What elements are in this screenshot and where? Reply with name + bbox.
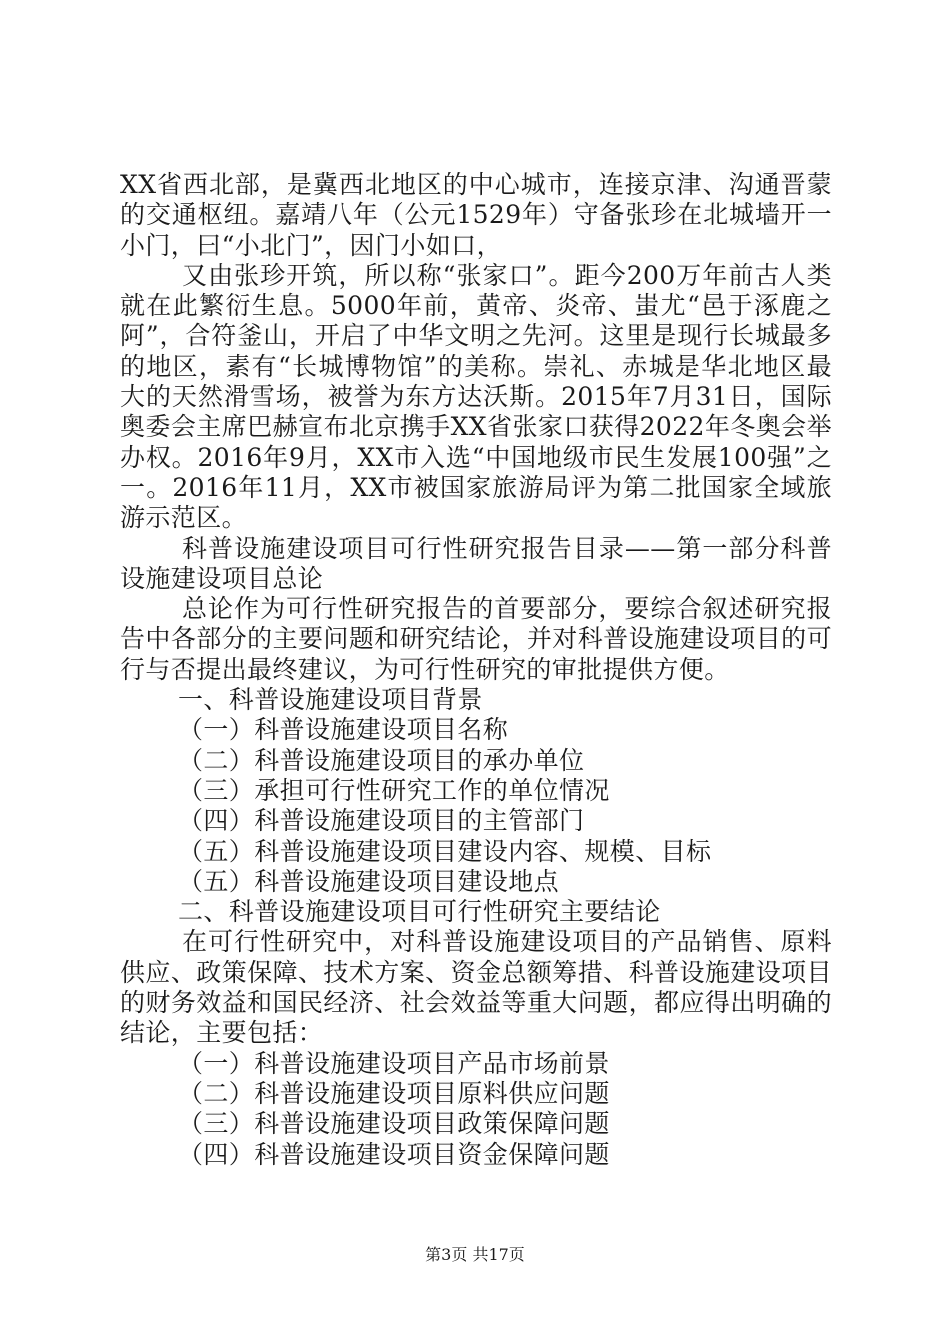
list-item: （五）科普设施建设项目建设内容、规模、目标 (178, 836, 712, 866)
list-item: （二）科普设施建设项目原料供应问题 (178, 1078, 610, 1108)
list-item: （四）科普设施建设项目的主管部门 (178, 806, 585, 836)
paragraph-city-history: 又由张珍开筑，所以称“张家口”。距今200万年前古人类就在此繁衍生息。5000年前，黄帝、炎帝、蚩尤“邑于涿鹿之阿”，合符釜山，开启了中华文明之先河。这里是现行长城最多的地区，素有“长城博物馆”的美称。崇礼、赤城是华北地区最大的天然滑雪场，被誉为东方达沃斯。2015年7月31日，国际奥委会主席巴赫宣布北京携手XX省张家口获得2022年冬奥会举办权。2016年9月，XX市入选“中国地级市民生发展100强”之一。2016年11月，XX市被国家旅游局评为第二批国家全域旅游示范区。 (120, 260, 832, 533)
section-heading-background: 一、科普设施建设项目背景 (178, 685, 483, 715)
document-body (120, 170, 832, 1170)
list-item: （二）科普设施建设项目的承办单位 (178, 745, 585, 775)
list-item: （一）科普设施建设项目产品市场前景 (178, 1048, 610, 1078)
page-number-footer: 第3页 共17页 (425, 1245, 525, 1264)
section-heading-conclusions: 二、科普设施建设项目可行性研究主要结论 (178, 897, 661, 927)
paragraph-city-intro: XX省西北部，是冀西北地区的中心城市，连接京津、沟通晋蒙的交通枢纽。嘉靖八年（公元1529年）守备张珍在北城墙开一小门，曰“小北门”，因门小如口， (120, 170, 832, 260)
paragraph-overview: 总论作为可行性研究报告的首要部分，要综合叙述研究报告中各部分的主要问题和研究结论，并对科普设施建设项目的可行与否提出最终建议，为可行性研究的审批提供方便。 (120, 594, 832, 684)
list-item: （一）科普设施建设项目名称 (178, 715, 509, 745)
list-item: （三）承担可行性研究工作的单位情况 (178, 775, 610, 805)
list-item: （四）科普设施建设项目资金保障问题 (178, 1139, 610, 1169)
paragraph-conclusions: 在可行性研究中，对科普设施建设项目的产品销售、原料供应、政策保障、技术方案、资金总额筹措、科普设施建设项目的财务效益和国民经济、社会效益等重大问题，都应得出明确的结论，主要包括： (120, 927, 832, 1048)
list-item: （五）科普设施建设项目建设地点 (178, 866, 560, 896)
list-item: （三）科普设施建设项目政策保障问题 (178, 1109, 610, 1139)
paragraph-toc-heading: 科普设施建设项目可行性研究报告目录——第一部分科普设施建设项目总论 (120, 533, 832, 593)
